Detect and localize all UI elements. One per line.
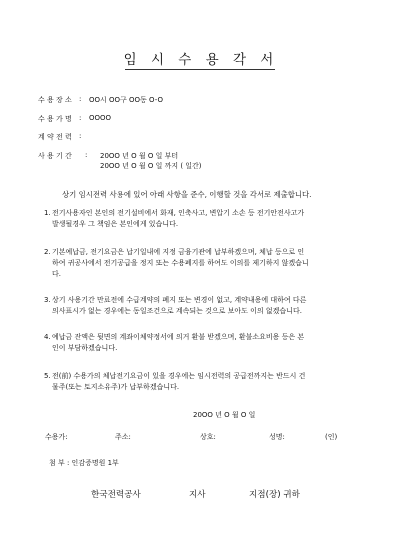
clause-3 xyxy=(44,295,362,317)
document-date: 20OO 년 O 월 O 일 xyxy=(193,411,256,419)
clause-5 xyxy=(44,371,362,393)
field-location-label: 수 용 장 소 xyxy=(38,96,72,104)
addressee-branch: 지사 xyxy=(189,490,206,500)
clause-line: 물주(또는 토지소유주)가 납부하겠습니다. xyxy=(52,383,180,391)
field-period-start: 20OO 년 O 월 O 일 부터 xyxy=(100,152,179,160)
clause-line: 전(前) 수용가의 체납전기요금이 있을 경우에는 임시전력의 공급전까지는 반드시 건 xyxy=(52,372,306,380)
clause-number: 2. xyxy=(44,248,51,256)
clause-line: 다. xyxy=(52,270,61,278)
clause-line: 예납금 잔액은 뒷면의 계좌이체약정서에 의거 환불 받겠으며, 환불소요비용 등은 본 xyxy=(52,333,305,341)
clause-number: 1. xyxy=(44,209,51,217)
field-contract-power-colon: : xyxy=(79,132,82,140)
field-location-colon: : xyxy=(79,95,82,103)
document-title: 임 시 수 용 각 서 xyxy=(123,52,277,68)
seal-mark: (인) xyxy=(325,433,338,441)
field-customer-colon: : xyxy=(79,114,82,122)
field-period-colon: : xyxy=(85,151,88,159)
clause-2 xyxy=(44,247,362,280)
clause-line: 인이 부담하겠습니다. xyxy=(52,344,118,352)
address-label: 주소: xyxy=(115,433,131,441)
title-underline xyxy=(125,69,275,70)
field-location-value: OO시 OO구 OO동 O-O xyxy=(89,96,163,104)
intro-statement: 상기 임시전력 사용에 있어 아래 사항을 준수, 이행할 것을 각서로 제출합니다. xyxy=(62,190,312,199)
addressee-office: 지점(장) 귀하 xyxy=(249,490,300,500)
addressee-company: 한국전력공사 xyxy=(91,490,141,500)
customer-label: 수용가: xyxy=(45,433,68,441)
clause-line: 발생될경우 그 책임은 본인에게 있습니다. xyxy=(52,220,179,228)
signer-name-label: 성명: xyxy=(269,433,285,441)
company-name-label: 상호: xyxy=(200,433,216,441)
attachment-note: 첨 부 : 인감증명원 1부 xyxy=(49,459,119,467)
clause-number: 4. xyxy=(44,333,51,341)
clause-line: 기본예납금, 전기요금은 납기일내에 지정 금융기관에 납부하겠으며, 체납 등으로 인 xyxy=(52,248,305,256)
field-customer-value: OOOO xyxy=(89,114,112,122)
clause-line: 전기사용자인 본인의 전기설비에서 화재, 인축사고, 변압기 소손 등 전기안전사고가 xyxy=(52,209,305,217)
clause-line: 상기 사용기간 만료전에 수급계약의 폐지 또는 변경이 없고, 계약내용에 대하여 다른 xyxy=(52,296,307,304)
field-contract-power-label: 계 약 전 력 xyxy=(38,133,72,141)
field-customer-label: 수 용 가 명 xyxy=(38,115,72,123)
field-period-end: 20OO 년 O 월 O 일 까지 ( 일간) xyxy=(100,162,202,170)
clause-1 xyxy=(44,208,362,230)
clause-number: 5. xyxy=(44,372,51,380)
clause-line: 하여 귀공사에서 전기공급을 정지 또는 수용폐지를 하여도 이의를 제기하지 않겠습니 xyxy=(52,259,309,267)
field-period-label: 사 용 기 간 xyxy=(38,152,72,160)
clause-number: 3. xyxy=(44,296,51,304)
clause-line: 의사표시가 없는 경우에는 동일조건으로 계속되는 것으로 보아도 이의 없겠습니다. xyxy=(52,307,302,315)
clause-4 xyxy=(44,332,362,354)
